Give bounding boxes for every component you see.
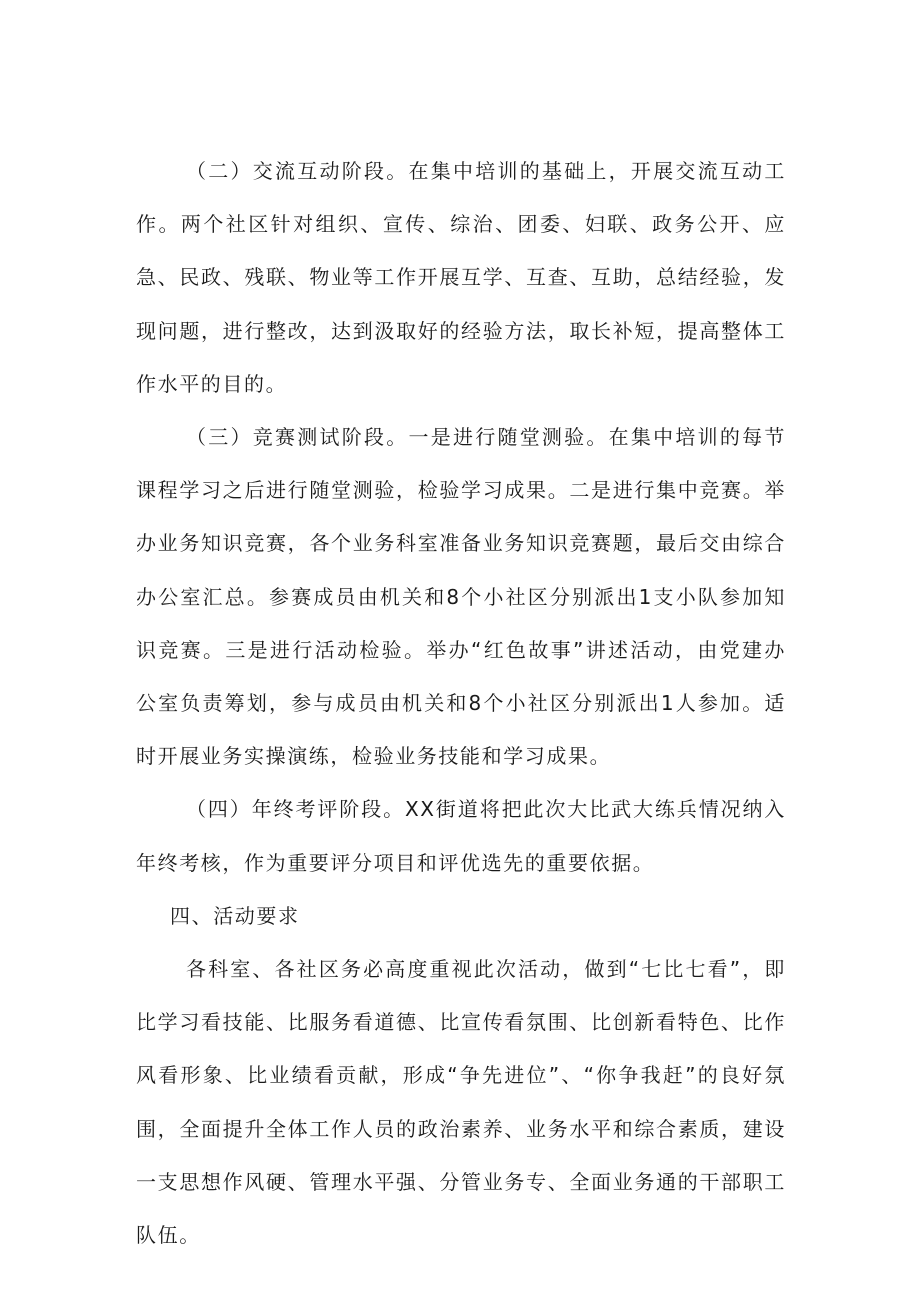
document-body [136,145,786,1262]
paragraph-exchange-stage: （二）交流互动阶段。在集中培训的基础上，开展交流互动工作。两个社区针对组织、宣传、综治、团委、妇联、政务公开、应急、民政、残联、物业等工作开展互学、互查、互助，总结经验，发现问题，进行整改，达到汲取好的经验方法，取长补短，提高整体工作水平的目的。 [136,159,786,396]
paragraph-year-end-review: （四）年终考评阶段。XX街道将把此次大比武大练兵情况纳入年终考核，作为重要评分项目和评优选先的重要依据。 [136,797,786,875]
paragraph-competition-stage: （三）竞赛测试阶段。一是进行随堂测验。在集中培训的每节课程学习之后进行随堂测验，检验学习成果。二是进行集中竞赛。举办业务知识竞赛，各个业务科室准备业务知识竞赛题，最后交由综合办公室汇总。参赛成员由机关和8个小社区分别派出1支小队参加知识竞赛。三是进行活动检验。举办“红色故事”讲述活动，由党建办公室负责筹划，参与成员由机关和8个小社区分别派出1人参加。适时开展业务实操演练，检验业务技能和学习成果。 [136,425,786,769]
section-heading-requirements: 四、活动要求 [170,903,300,928]
paragraph-requirements: 各科室、各社区务必高度重视此次活动，做到“七比七看”，即比学习看技能、比服务看道德、比宣传看氛围、比创新看特色、比作风看形象、比业绩看贡献，形成“争先进位”、“你争我赶”的良好氛围，全面提升全体工作人员的政治素养、业务水平和综合素质，建设一支思想作风硬、管理水平强、分管业务专、全面业务通的干部职工队伍。 [136,957,786,1248]
